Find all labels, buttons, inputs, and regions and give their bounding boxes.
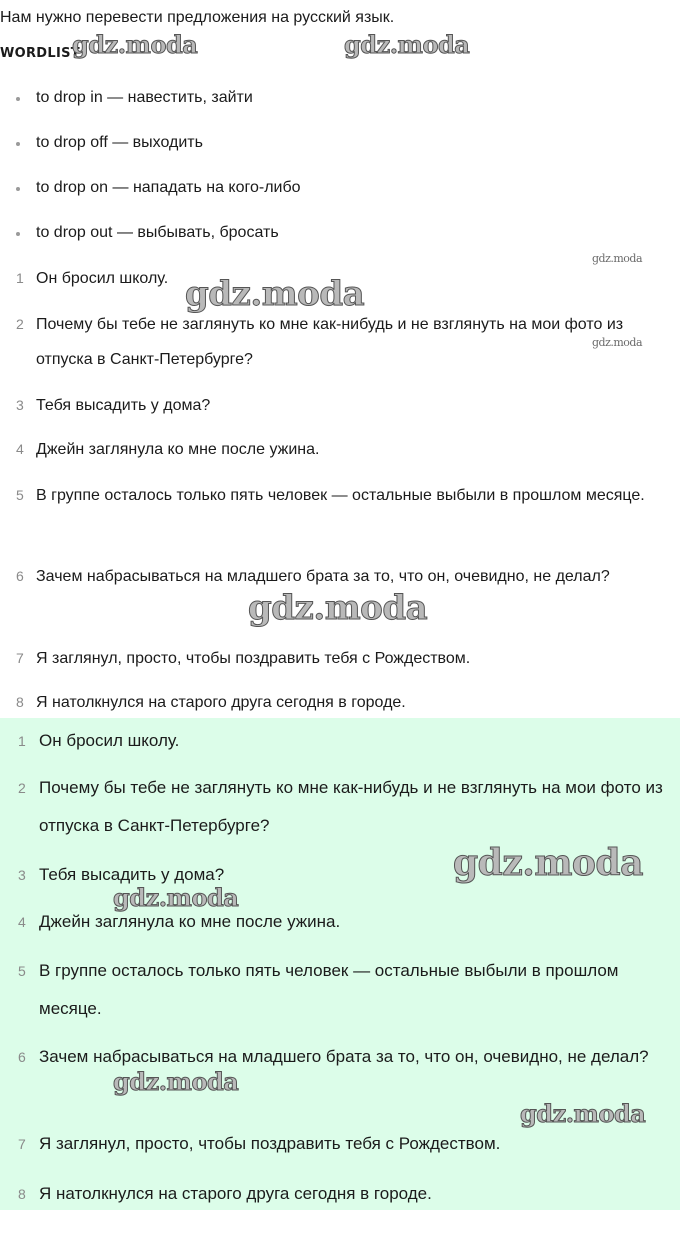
wordlist-item-text: to drop out — выбывать, бросать (36, 224, 279, 241)
wordlist-label: WORDLIST (0, 46, 80, 61)
answer-text: В группе осталось только пять человек — остальные выбыли в прошлом месяце. (39, 961, 619, 1018)
answer-text: Он бросил школу. (39, 731, 180, 750)
answer-number: 3 (18, 867, 26, 883)
item-number: 1 (16, 270, 24, 286)
answer-block (0, 718, 680, 1210)
wordlist-item-text: to drop on — нападать на кого-либо (36, 179, 301, 196)
answer-number: 7 (18, 1136, 26, 1152)
answer-number: 5 (18, 963, 26, 979)
watermark: gdz.moda (113, 883, 239, 912)
item-text: Джейн заглянула ко мне после ужина. (36, 441, 320, 458)
answer-text: Я натолкнулся на старого друга сегодня в городе. (39, 1184, 432, 1203)
item-number: 5 (16, 487, 24, 503)
item-number: 2 (16, 316, 24, 332)
bullet-icon (16, 232, 20, 236)
answer-text: Я заглянул, просто, чтобы поздравить тебя с Рождеством. (39, 1134, 501, 1153)
bullet-icon (16, 97, 20, 101)
watermark: gdz.moda (520, 1099, 646, 1128)
watermark: gdz.moda (453, 842, 643, 884)
wordlist-item-text: to drop in — навестить, зайти (36, 89, 253, 106)
answer-text: Джейн заглянула ко мне после ужина. (39, 912, 341, 931)
item-text: Он бросил школу. (36, 270, 169, 287)
answer-number: 1 (18, 733, 26, 749)
watermark: gdz.moda (592, 336, 643, 349)
answer-number: 8 (18, 1186, 26, 1202)
answer-number: 4 (18, 914, 26, 930)
watermark: gdz.moda (248, 588, 428, 628)
wordlist-item-text: to drop off — выходить (36, 134, 203, 151)
item-number: 7 (16, 650, 24, 666)
item-number: 8 (16, 694, 24, 710)
answer-number: 6 (18, 1049, 26, 1065)
item-text: В группе осталось только пять человек — остальные выбыли в прошлом месяце. (36, 487, 645, 504)
item-text: Почему бы тебе не заглянуть ко мне как-нибудь и не взглянуть на мои фото из отпуска в Санкт-Петербурге? (36, 316, 624, 368)
item-text: Я заглянул, просто, чтобы поздравить тебя с Рождеством. (36, 650, 471, 667)
watermark: gdz.moda (113, 1067, 239, 1096)
bullet-icon (16, 142, 20, 146)
answer-text: Почему бы тебе не заглянуть ко мне как-нибудь и не взглянуть на мои фото из отпуска в Санкт-Петербурге? (39, 778, 663, 835)
answer-text: Тебя высадить у дома? (39, 865, 225, 884)
answer-number: 2 (18, 780, 26, 796)
watermark: gdz.moda (72, 30, 198, 59)
intro-text: Нам нужно перевести предложения на русский язык. (0, 9, 395, 26)
item-number: 3 (16, 397, 24, 413)
watermark: gdz.moda (592, 252, 643, 265)
watermark: gdz.moda (185, 274, 365, 314)
item-text: Тебя высадить у дома? (36, 397, 211, 414)
bullet-icon (16, 187, 20, 191)
watermark: gdz.moda (344, 30, 470, 59)
item-text: Зачем набрасываться на младшего брата за то, что он, очевидно, не делал? (36, 568, 610, 585)
item-number: 6 (16, 568, 24, 584)
answer-text: Зачем набрасываться на младшего брата за то, что он, очевидно, не делал? (39, 1047, 649, 1066)
item-number: 4 (16, 441, 24, 457)
item-text: Я натолкнулся на старого друга сегодня в городе. (36, 694, 406, 711)
